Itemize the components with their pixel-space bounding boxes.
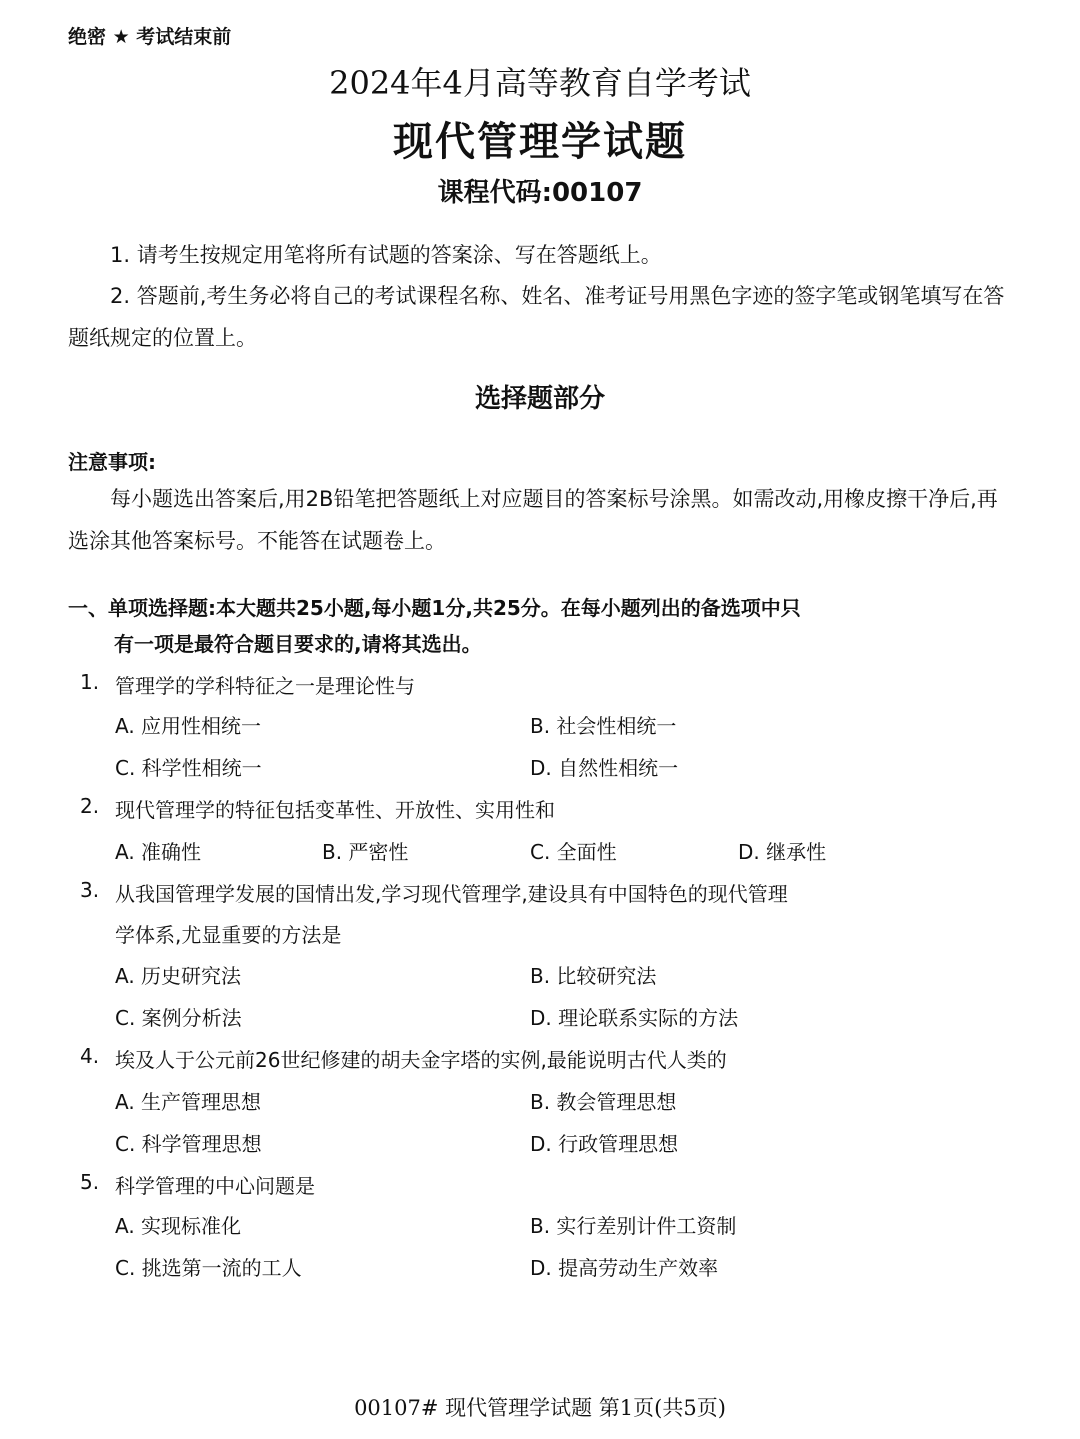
option-b: B. 教会管理思想 [530, 1090, 677, 1114]
secret-mark: 绝密 ★ 考试结束前 [68, 26, 232, 48]
question-text: 埃及人于公元前26世纪修建的胡夫金字塔的实例,最能说明古代人类的 [115, 1048, 727, 1072]
question-text: 从我国管理学发展的国情出发,学习现代管理学,建设具有中国特色的现代管理 [115, 882, 788, 906]
notice-text: 每小题选出答案后,用2B铅笔把答题纸上对应题目的答案标号涂黑。如需改动,用橡皮擦干净后,再选涂其他答案标号。不能答在试题卷上。 [68, 487, 998, 553]
page-footer: 00107# 现代管理学试题 第1页(共5页) [354, 1396, 726, 1420]
notice-label: 注意事项: [68, 450, 156, 474]
part-heading-line1: 一、单项选择题:本大题共25小题,每小题1分,共25分。在每小题列出的备选项中只 [68, 596, 801, 620]
option-c: C. 挑选第一流的工人 [115, 1256, 302, 1280]
question-number: 1. [80, 670, 100, 694]
instruction-1: 1. 请考生按规定用笔将所有试题的答案涂、写在答题纸上。 [110, 243, 662, 267]
option-a: A. 实现标准化 [115, 1214, 242, 1238]
option-c: C. 科学管理思想 [115, 1132, 262, 1156]
question-text-continued: 学体系,尤显重要的方法是 [115, 923, 342, 947]
option-d: D. 理论联系实际的方法 [530, 1006, 739, 1030]
exam-title: 2024年4月高等教育自学考试 [329, 64, 751, 102]
part-heading-line2: 有一项是最符合题目要求的,请将其选出。 [114, 632, 482, 656]
instruction-2: 2. 答题前,考生务必将自己的考试课程名称、姓名、准考证号用黑色字迹的签字笔或钢笔填写在答题纸规定的位置上。 [68, 284, 1005, 350]
option-d: D. 提高劳动生产效率 [530, 1256, 719, 1280]
course-code: 课程代码:00107 [437, 178, 643, 208]
option-a: A. 应用性相统一 [115, 714, 262, 738]
subject-title: 现代管理学试题 [393, 119, 687, 165]
option-c: C. 全面性 [530, 840, 617, 864]
option-d: D. 行政管理思想 [530, 1132, 679, 1156]
question-text: 现代管理学的特征包括变革性、开放性、实用性和 [115, 798, 555, 822]
question-number: 4. [80, 1044, 100, 1068]
question-number: 5. [80, 1170, 100, 1194]
option-b: B. 社会性相统一 [530, 714, 677, 738]
question-number: 3. [80, 878, 100, 902]
part-heading [68, 590, 801, 662]
option-a: A. 生产管理思想 [115, 1090, 262, 1114]
option-b: B. 严密性 [322, 840, 409, 864]
option-d: D. 自然性相统一 [530, 756, 679, 780]
section-title: 选择题部分 [474, 384, 605, 414]
question-text: 科学管理的中心问题是 [115, 1174, 315, 1198]
option-a: A. 准确性 [115, 840, 202, 864]
option-c: C. 科学性相统一 [115, 756, 262, 780]
question-text: 管理学的学科特征之一是理论性与 [115, 674, 415, 698]
option-b: B. 比较研究法 [530, 964, 657, 988]
option-d: D. 继承性 [738, 840, 827, 864]
option-b: B. 实行差别计件工资制 [530, 1214, 737, 1238]
option-c: C. 案例分析法 [115, 1006, 242, 1030]
question-number: 2. [80, 794, 100, 818]
option-a: A. 历史研究法 [115, 964, 242, 988]
